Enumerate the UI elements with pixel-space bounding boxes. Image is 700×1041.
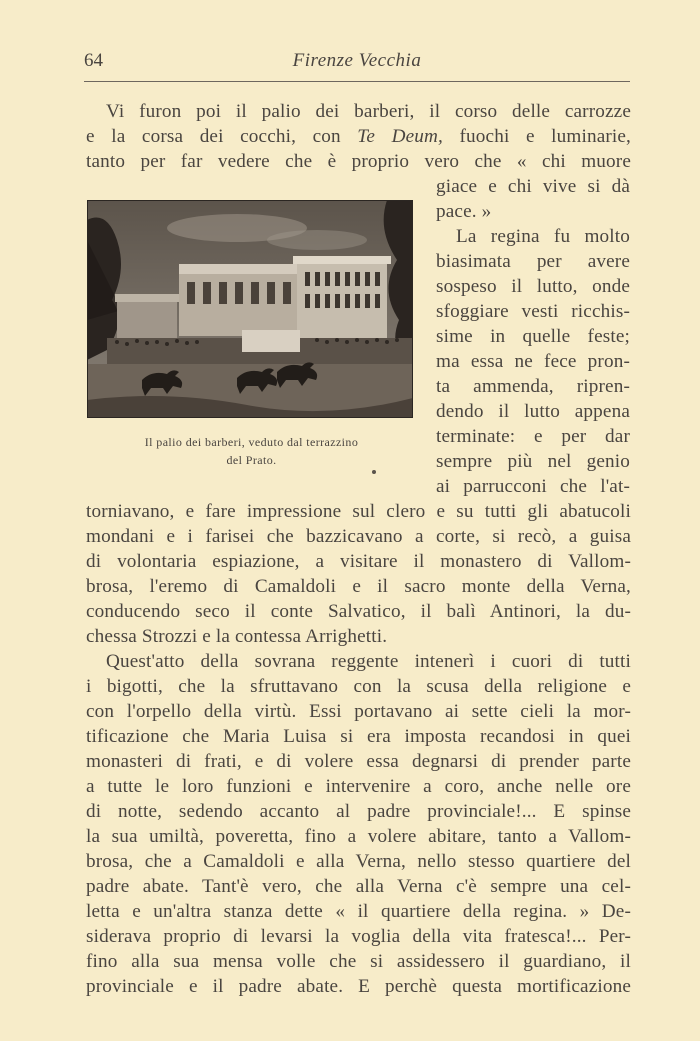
running-title: Firenze Vecchia — [292, 50, 422, 71]
text-line: di volontaria espiazione, a visitare il monastero di Vallom- — [86, 551, 631, 572]
text-line: La regina fu molto — [456, 226, 630, 247]
text-line: provinciale e il padre abate. E perchè questa mortificazione — [86, 976, 631, 997]
italic-title: Te Deum, — [357, 126, 443, 147]
engraving-illustration — [87, 200, 413, 418]
text-line: la sua umiltà, poveretta, fino a volere abitare, tanto a Vallom- — [86, 826, 631, 847]
header-rule — [84, 81, 630, 82]
text-line: brosa, l'eremo di Camaldoli e il sacro monte della Verna, — [86, 576, 631, 597]
palio-engraving-image — [87, 200, 413, 418]
text-line: letta e un'altra stanza dette « il quartiere della regina. » De- — [86, 901, 631, 922]
text-line: siderava proprio di levarsi la voglia della vita fratesca!... Per- — [86, 926, 631, 947]
text-line: torniavano, e fare impressione sul clero e su tutti gli abatucoli — [86, 501, 631, 522]
text-line: biasimata per avere — [436, 251, 630, 272]
text-line: Vi furon poi il palio dei barberi, il corso delle carrozze — [106, 101, 631, 122]
text-line: pace. » — [436, 201, 492, 222]
text-line: mondani e i farisei che bazzicavano a corte, si recò, a guisa — [86, 526, 631, 547]
text-line: padre abate. Tant'è vero, che alla Verna c'è sempre una cel- — [86, 876, 631, 897]
text-line: chessa Strozzi e la contessa Arrighetti. — [86, 626, 388, 647]
text-line: terminate: e per dar — [436, 426, 630, 447]
text-line: fino alla sua mensa volle che si assidessero il guardiano, il — [86, 951, 631, 972]
text-span: e la corsa dei cocchi, con — [86, 126, 358, 147]
text-line: tificazione che Maria Luisa si era imposta recandosi in quei — [86, 726, 631, 747]
text-line: ai parrucconi che l'at- — [436, 476, 630, 497]
text-line — [86, 125, 631, 150]
text-line: a tutte le loro funzioni e intervenire a coro, anche nelle ore — [86, 776, 631, 797]
text-line: conducendo seco il conte Salvatico, il balì Antinori, la du- — [86, 601, 631, 622]
page-number: 64 — [84, 50, 103, 71]
figure-caption — [100, 433, 403, 469]
text-line: sfoggiare vesti ricchis- — [436, 301, 630, 322]
text-line: sospeso il lutto, onde — [436, 276, 630, 297]
text-line: dendo il lutto appena — [436, 401, 630, 422]
text-span: fuochi e luminarie, — [442, 126, 632, 147]
text-line: di notte, sedendo accanto al padre provinciale!... E spinse — [86, 801, 631, 822]
caption-line: Il palio dei barberi, veduto dal terrazzino — [144, 435, 359, 449]
printing-speck — [372, 470, 376, 474]
text-line: giace e chi vive si dà — [436, 176, 630, 197]
text-line: brosa, che a Camaldoli e alla Verna, nello stesso quartiere del — [86, 851, 631, 872]
text-line: ma essa ne fece pron- — [436, 351, 630, 372]
page-header — [84, 50, 630, 78]
text-line: monasteri di frati, e di volere essa degnarsi di prender parte — [86, 751, 631, 772]
caption-line: del Prato. — [226, 453, 277, 467]
text-line: ta ammenda, ripren- — [436, 376, 630, 397]
text-line: tanto per far vedere che è proprio vero che « chi muore — [86, 151, 631, 172]
text-line: i bigotti, che la sfruttavano con la scusa della religione e — [86, 676, 631, 697]
text-line: sime in quelle feste; — [436, 326, 630, 347]
text-line: Quest'atto della sovrana reggente intenerì i cuori di tutti — [106, 651, 631, 672]
text-line: sempre più nel genio — [436, 451, 630, 472]
text-line: con l'orpello della virtù. Essi portavano ai sette cieli la mor- — [86, 701, 631, 722]
